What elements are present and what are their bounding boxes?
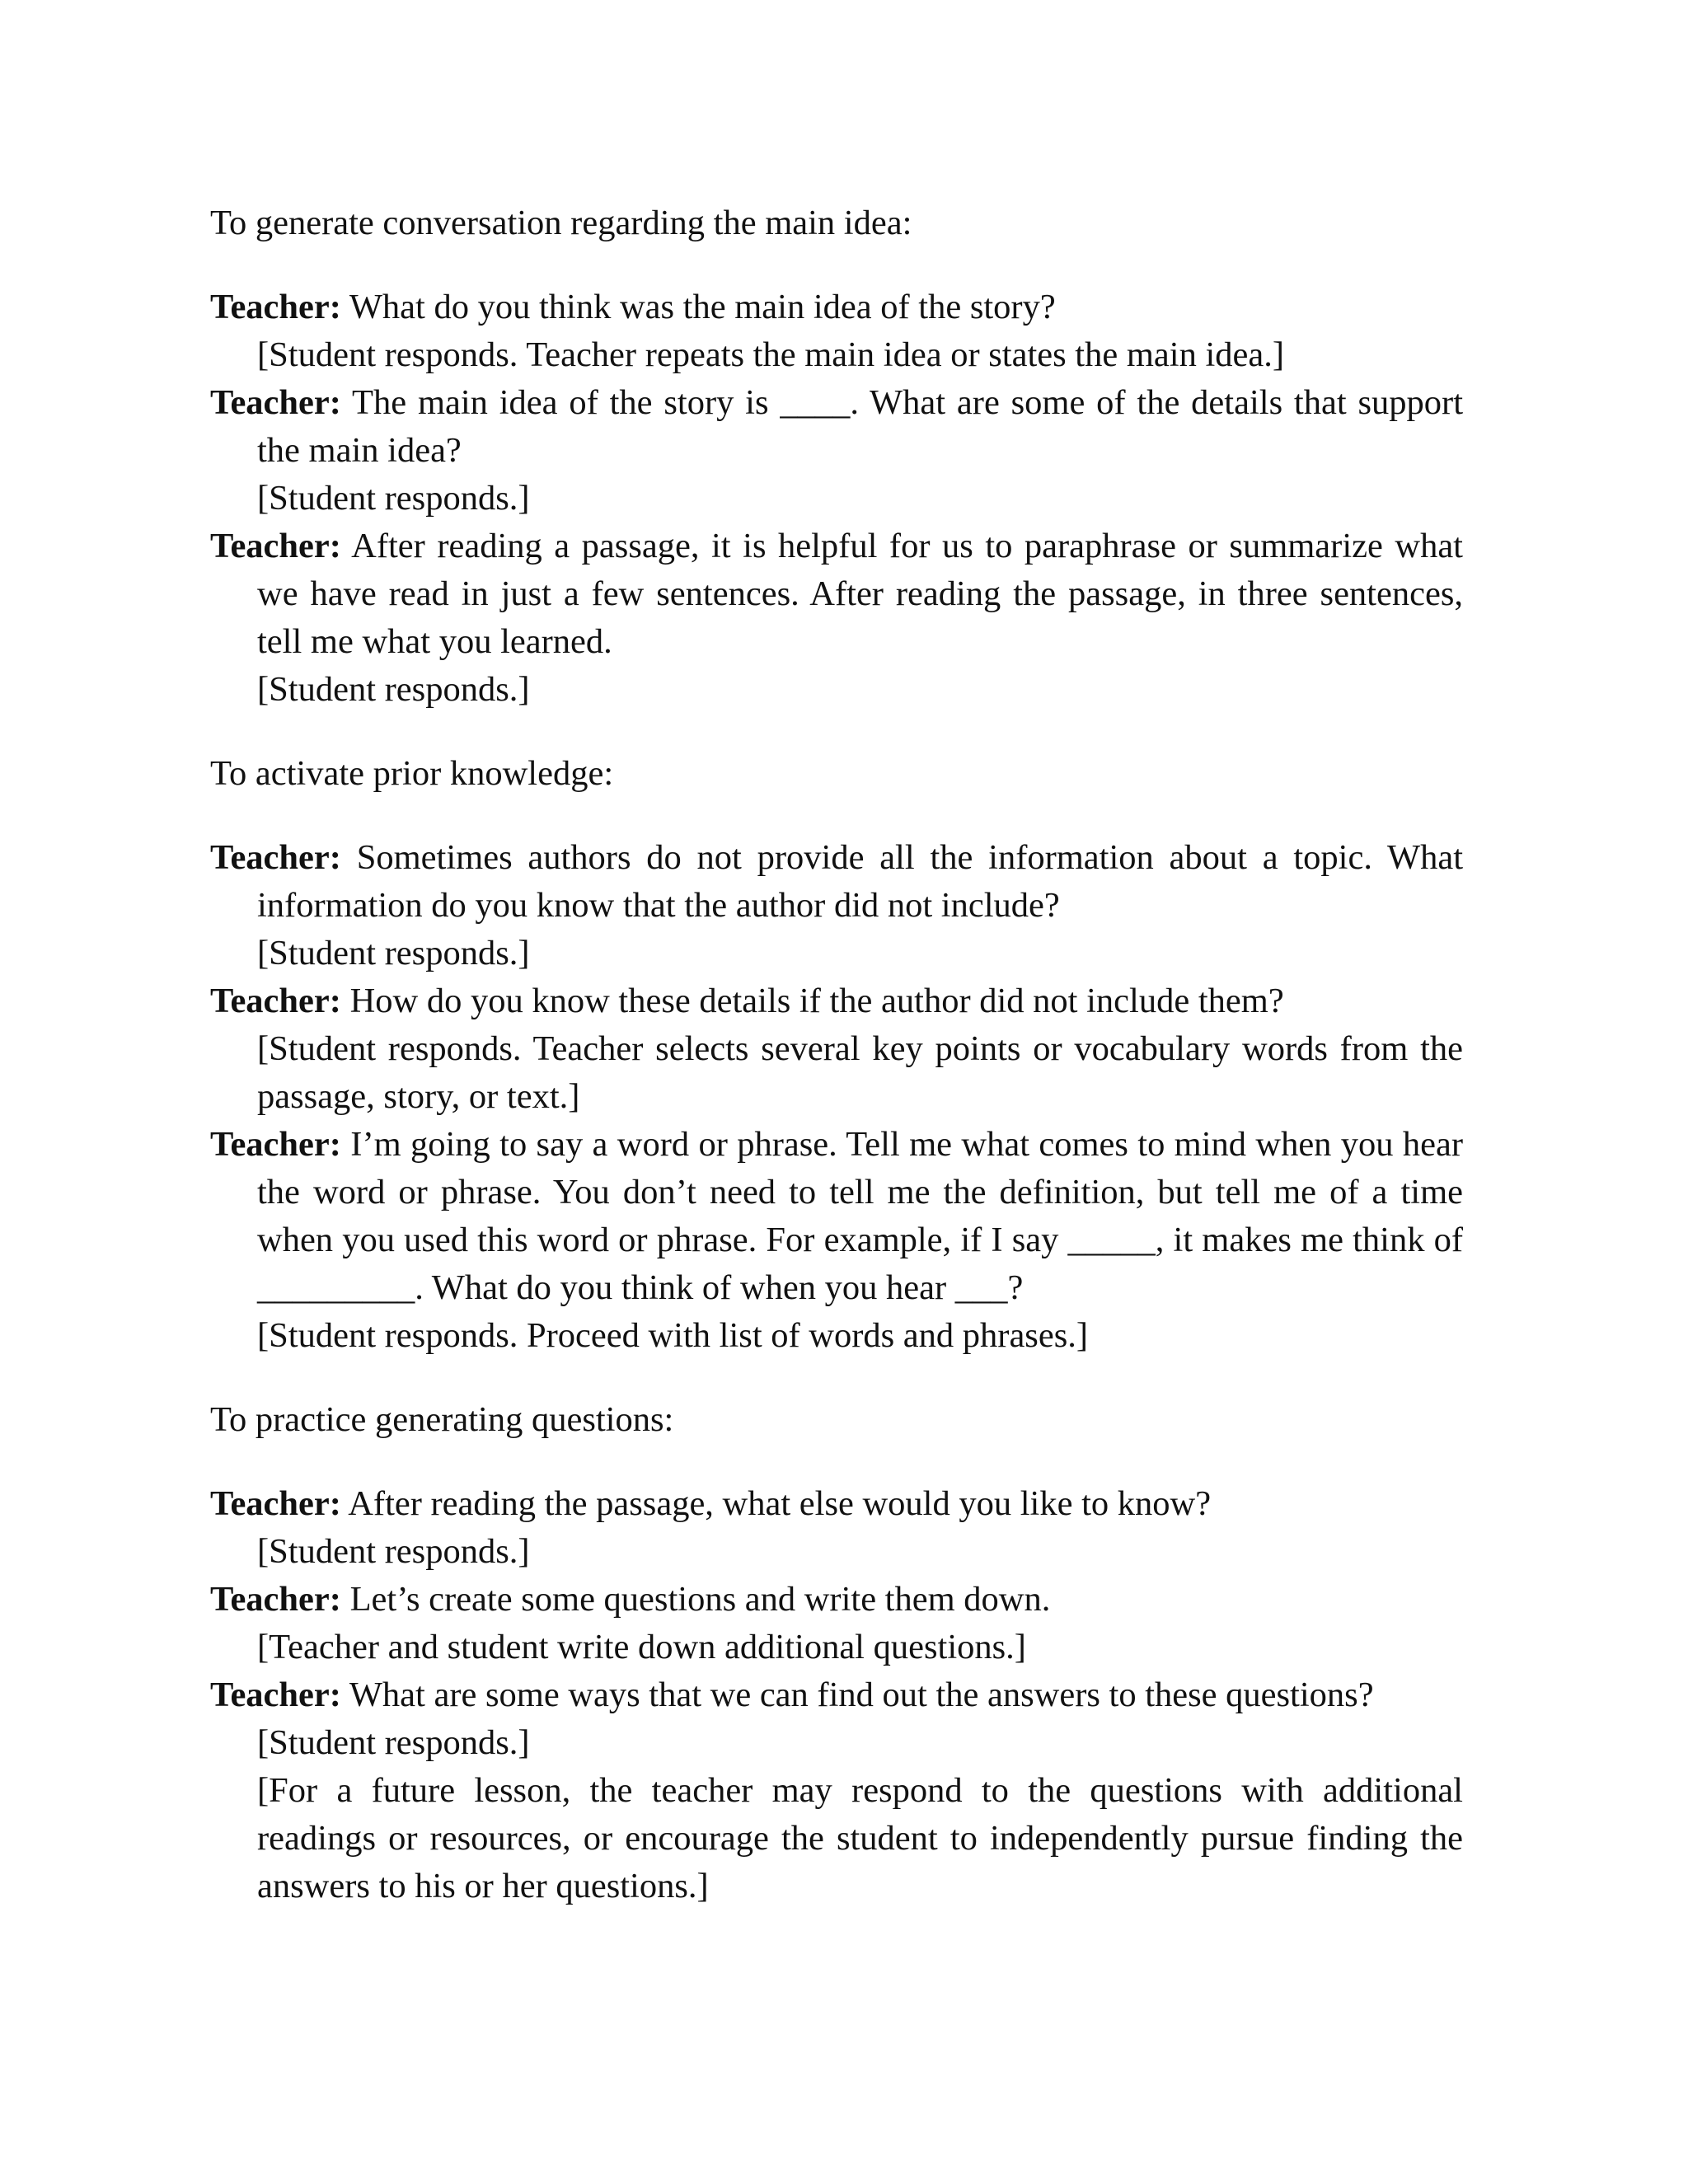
teacher-line	[210, 1576, 1463, 1624]
section-prior-knowledge	[210, 750, 1463, 1360]
speaker-label: Teacher:	[210, 982, 341, 1020]
teacher-line	[210, 523, 1463, 666]
teacher-text: After reading a passage, it is helpful for us to paraphrase or summarize what we have read in just a few sentences. After reading the passage, in three sentences, tell me what you learned.	[257, 527, 1463, 661]
student-response: [Student responds.]	[257, 1532, 530, 1571]
student-response: [Student responds.]	[257, 934, 530, 972]
speaker-label: Teacher:	[210, 527, 341, 565]
speaker-label: Teacher:	[210, 1675, 341, 1714]
teacher-line	[210, 1480, 1463, 1528]
student-response: [Student responds.]	[257, 479, 530, 518]
teacher-text: How do you know these details if the author did not include them?	[349, 982, 1284, 1020]
section-generating-questions	[210, 1396, 1463, 1910]
speaker-label: Teacher:	[210, 1484, 341, 1523]
teacher-text: What do you think was the main idea of the story?	[349, 288, 1056, 326]
student-response: [Student responds. Teacher selects several key points or vocabulary words from the passage, story, or text.]	[257, 1029, 1463, 1116]
student-response: [Student responds.]	[257, 670, 530, 709]
teacher-line	[210, 284, 1463, 331]
teacher-line	[210, 1121, 1463, 1312]
speaker-label: Teacher:	[210, 288, 341, 326]
teacher-line	[210, 1671, 1463, 1719]
teacher-line	[210, 834, 1463, 930]
student-response: [Student responds. Proceed with list of words and phrases.]	[257, 1316, 1089, 1355]
document-page	[210, 199, 1463, 1910]
teacher-text: What are some ways that we can find out the answers to these questions?	[349, 1675, 1374, 1714]
teacher-text: After reading the passage, what else would you like to know?	[348, 1484, 1212, 1523]
teacher-text: Let’s create some questions and write them down.	[349, 1580, 1051, 1619]
section-heading: To generate conversation regarding the main idea:	[210, 204, 912, 242]
speaker-label: Teacher:	[210, 383, 341, 422]
student-response: [Student responds. Teacher repeats the main idea or states the main idea.]	[257, 335, 1285, 374]
student-response: [For a future lesson, the teacher may respond to the questions with additional readings or resources, or encourage the student to independently pursue finding the answers to his or her questions.]	[257, 1771, 1463, 1905]
speaker-label: Teacher:	[210, 838, 341, 877]
student-response: [Student responds.]	[257, 1723, 530, 1762]
teacher-text: Sometimes authors do not provide all the information about a topic. What information do you know that the author did not include?	[257, 838, 1464, 925]
teacher-text: I’m going to say a word or phrase. Tell me what comes to mind when you hear the word or phrase. You don’t need to tell me the definition, but tell me of a time when you used this word or phrase. For example, if I say _____, it makes me think of _________. What do you think of when you hear ___?	[257, 1125, 1463, 1307]
teacher-line	[210, 977, 1463, 1025]
section-heading: To practice generating questions:	[210, 1400, 674, 1439]
teacher-text: The main idea of the story is ____. What are some of the details that support the main idea?	[257, 383, 1463, 470]
teacher-line	[210, 379, 1463, 475]
section-heading: To activate prior knowledge:	[210, 754, 614, 793]
speaker-label: Teacher:	[210, 1125, 341, 1164]
speaker-label: Teacher:	[210, 1580, 341, 1619]
student-response: [Teacher and student write down additional questions.]	[257, 1628, 1026, 1666]
section-main-idea	[210, 199, 1463, 714]
